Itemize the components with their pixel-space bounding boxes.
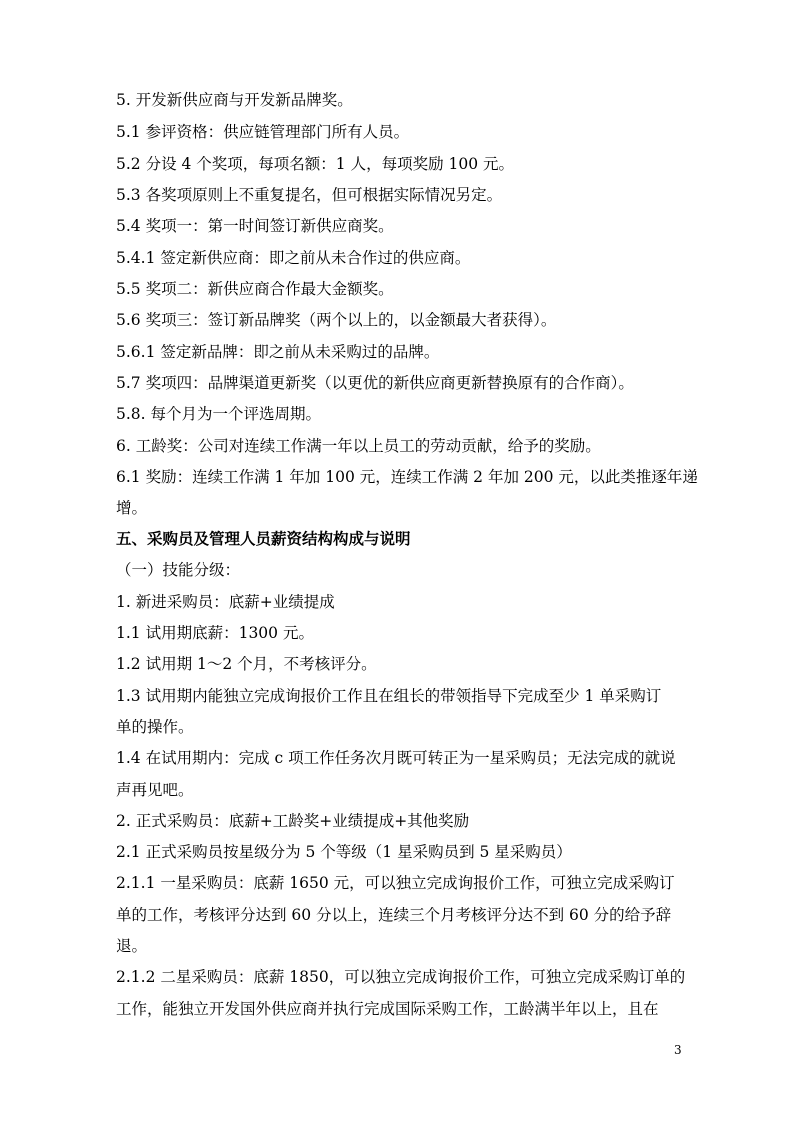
item-5-6-award-three: 5.6 奖项三：签订新品牌奖（两个以上的，以金额最大者获得）。: [116, 311, 557, 329]
item-1-2-probation-period: 1.2 试用期 1～2 个月，不考核评分。: [116, 655, 377, 673]
item-1-3-line-1: 1.3 试用期内能独立完成询报价工作且在组长的带领指导下完成至少 1 单采购订: [116, 687, 662, 705]
item-1-4-line-1: 1.4 在试用期内：完成 c 项工作任务次月既可转正为一星采购员；无法完成的就说: [116, 749, 676, 767]
item-2-1-1-line-2: 单的工作，考核评分达到 60 分以上，连续三个月考核评分达不到 60 分的给予辞: [116, 906, 672, 924]
item-1-3-line-2: 单的操作。: [116, 718, 194, 736]
subsection-skill-levels: （一）技能分级：: [116, 561, 241, 579]
item-5-3-principle: 5.3 各奖项原则上不重复提名，但可根据实际情况另定。: [116, 186, 503, 204]
page-number: 3: [674, 1043, 682, 1057]
item-5-6-1-definition: 5.6.1 签定新品牌：即之前从未采购过的品牌。: [116, 343, 440, 361]
item-5-4-award-one: 5.4 奖项一：第一时间签订新供应商奖。: [116, 217, 394, 235]
item-5-2-awards: 5.2 分设 4 个奖项，每项名额：1 人，每项奖励 100 元。: [116, 155, 515, 173]
item-2-1-2-line-2: 工作，能独立开发国外供应商并执行完成国际采购工作，工龄满半年以上，且在: [116, 1000, 659, 1018]
item-5-1-eligibility: 5.1 参评资格：供应链管理部门所有人员。: [116, 123, 410, 141]
item-5-heading: 5. 开发新供应商与开发新品牌奖。: [116, 91, 353, 109]
item-1-1-probation-salary: 1.1 试用期底薪：1300 元。: [116, 624, 314, 642]
item-6-1-reward-line-1: 6.1 奖励：连续工作满 1 年加 100 元，连续工作满 2 年加 200 元，以此类推逐年递: [116, 468, 698, 486]
section-five-heading: 五、采购员及管理人员薪资结构构成与说明: [116, 529, 411, 548]
item-1-new-buyer: 1. 新进采购员：底薪+业绩提成: [116, 593, 335, 611]
item-6-1-reward-line-2: 增。: [116, 499, 148, 517]
item-2-1-1-line-1: 2.1.1 一星采购员：底薪 1650 元，可以独立完成询报价工作，可独立完成采购订: [116, 874, 675, 892]
item-6-seniority-award: 6. 工龄奖：公司对连续工作满一年以上员工的劳动贡献，给予的奖励。: [116, 437, 601, 455]
item-5-8-cycle: 5.8. 每个月为一个评选周期。: [116, 405, 322, 423]
item-1-4-line-2: 声再见吧。: [116, 781, 194, 799]
item-5-7-award-four: 5.7 奖项四：品牌渠道更新奖（以更优的新供应商更新替换原有的合作商）。: [116, 374, 634, 392]
item-2-regular-buyer: 2. 正式采购员：底薪+工龄奖+业绩提成+其他奖励: [116, 812, 470, 830]
item-5-4-1-definition: 5.4.1 签定新供应商：即之前从未合作过的供应商。: [116, 249, 471, 267]
item-2-1-2-line-1: 2.1.2 二星采购员：底薪 1850，可以独立完成询报价工作，可独立完成采购订单的: [116, 968, 686, 986]
item-2-1-1-line-3: 退。: [116, 937, 148, 955]
item-5-5-award-two: 5.5 奖项二：新供应商合作最大金额奖。: [116, 280, 394, 298]
item-2-1-star-levels: 2.1 正式采购员按星级分为 5 个等级（1 星采购员到 5 星采购员）: [116, 843, 572, 861]
